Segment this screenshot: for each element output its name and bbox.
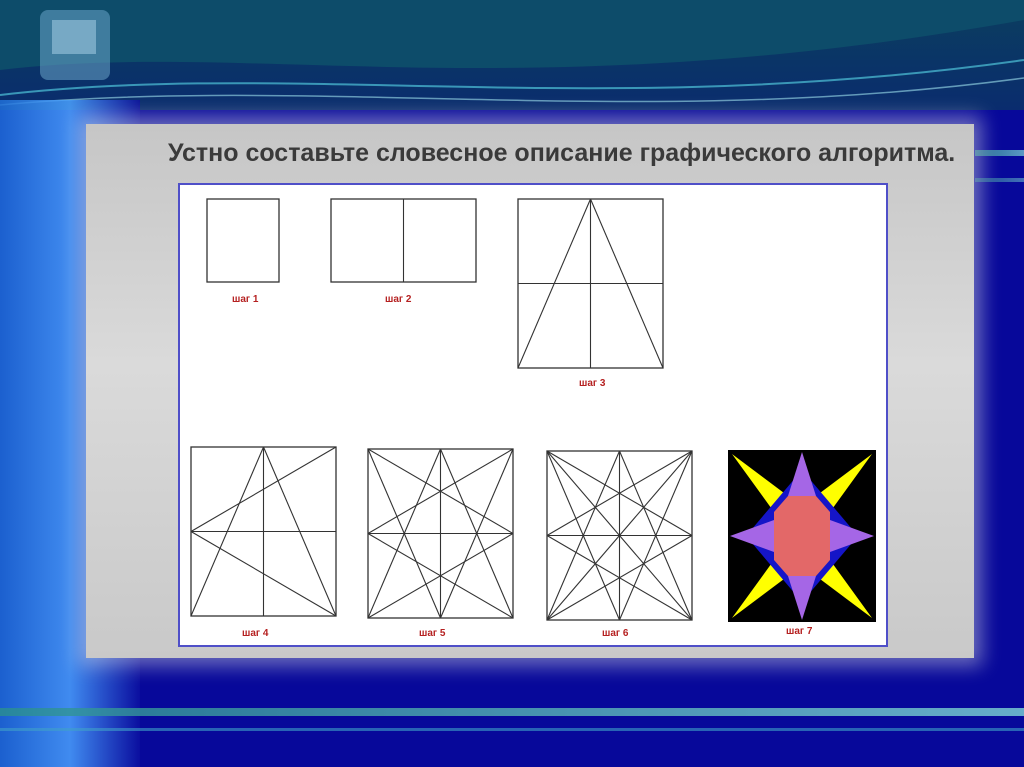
step-1-label: шаг 1: [232, 294, 259, 305]
step-7-label: шаг 7: [786, 626, 813, 637]
step-5: [367, 448, 515, 648]
step-1: [206, 198, 281, 318]
step-4-drawing: [190, 446, 338, 618]
step-3: [517, 198, 665, 398]
step-6-drawing: [546, 450, 694, 622]
step-3-drawing: [517, 198, 665, 370]
step-5-drawing: [367, 448, 515, 620]
step-1-drawing: [206, 198, 281, 284]
step-4: [190, 446, 338, 646]
step-6-label: шаг 6: [602, 628, 629, 639]
step-2-drawing: [330, 198, 478, 284]
step-4-label: шаг 4: [242, 628, 269, 639]
step-6: [546, 450, 694, 650]
step-2-label: шаг 2: [385, 294, 412, 305]
algorithm-figure: [178, 183, 888, 647]
step-5-label: шаг 5: [419, 628, 446, 639]
step-2: [330, 198, 478, 318]
step-3-label: шаг 3: [579, 378, 606, 389]
step-7: [728, 450, 876, 650]
slide-title: Устно составьте словесное описание графического алгоритма.: [168, 139, 956, 167]
step-7-colored-star: [728, 450, 876, 622]
